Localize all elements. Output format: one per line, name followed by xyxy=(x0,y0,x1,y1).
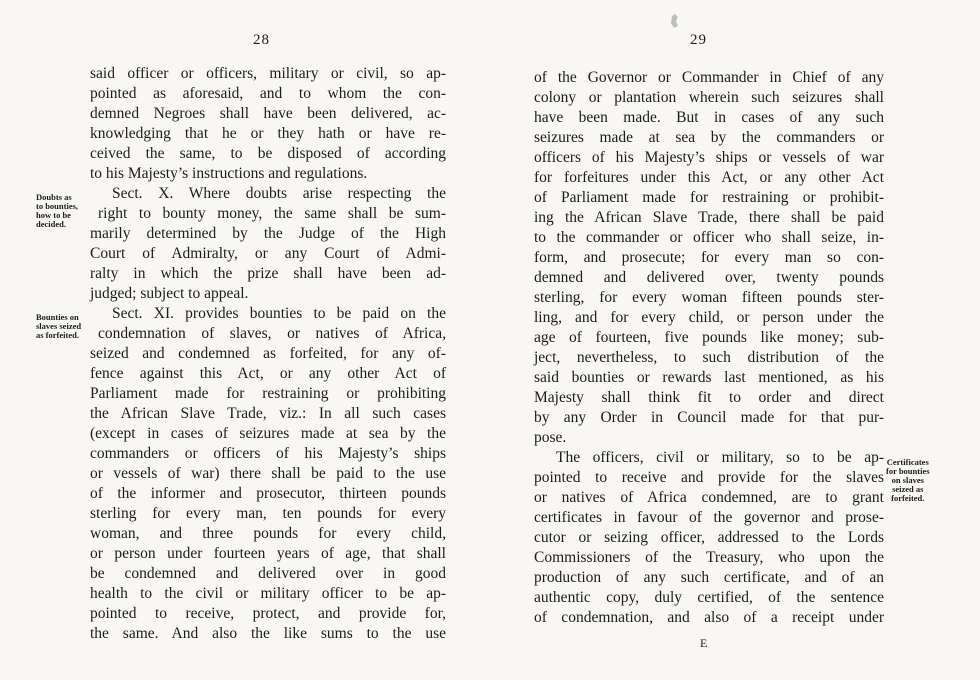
left-page-text xyxy=(90,64,446,644)
margin-note-line: forfeited. xyxy=(891,493,925,503)
text-line: Parliament made for restraining or prohibiting xyxy=(90,385,446,402)
text-line: pointed as aforesaid, and to whom the con- xyxy=(90,85,446,102)
text-line: colony or plantation wherein such seizures shall xyxy=(534,89,884,106)
margin-note-line: as forfeited. xyxy=(36,330,79,340)
margin-note-line: Certificates xyxy=(886,457,929,467)
text-line: authentic copy, duly certified, of the sentence xyxy=(534,589,884,606)
margin-note-line: how to be xyxy=(36,210,71,220)
text-line: cutor or seizing officer, addressed to the Lords xyxy=(534,529,884,546)
text-line: of the informer and prosecutor, thirteen pounds xyxy=(90,485,446,502)
margin-note-line: on slaves xyxy=(891,475,924,485)
text-line: ceived the same, to be disposed of according xyxy=(90,145,446,162)
ink-smudge-icon xyxy=(670,14,680,28)
text-line: for forfeitures under this Act, or any other Act xyxy=(534,169,884,186)
margin-note-line: Bounties on xyxy=(36,312,79,322)
text-line: knowledging that he or they hath or have re- xyxy=(90,125,446,142)
text-line: of the Governor or Commander in Chief of any xyxy=(534,69,884,86)
margin-note-doubts xyxy=(36,193,78,229)
text-line: fence against this Act, or any other Act of xyxy=(90,365,446,382)
text-line: ing the African Slave Trade, there shall be paid xyxy=(534,209,884,226)
text-line: of condemnation, and also of a receipt under xyxy=(534,609,884,626)
text-line: demned Negroes shall have been delivered, ac- xyxy=(90,105,446,122)
text-line: pointed to receive, protect, and provide for, xyxy=(90,605,446,622)
text-line: seizures made at sea by the commanders or xyxy=(534,129,884,146)
text-line: Court of Admiralty, or any Court of Admi- xyxy=(90,245,446,262)
text-line: judged; subject to appeal. xyxy=(90,285,249,302)
text-line: ject, nevertheless, to such distribution of the xyxy=(534,349,884,366)
margin-note-bounties xyxy=(36,313,81,340)
margin-note-certificates xyxy=(886,458,930,503)
text-line: officers of his Majesty’s ships or vessels of war xyxy=(534,149,884,166)
text-line: the African Slave Trade, viz.: In all such cases xyxy=(90,405,446,422)
text-line: right to bounty money, the same shall be sum- xyxy=(98,205,446,222)
text-line: pose. xyxy=(534,429,567,446)
text-line: Sect. X. Where doubts arise respecting the xyxy=(112,185,446,202)
signature-mark: E xyxy=(700,636,708,650)
text-line: sterling for every man, ten pounds for every xyxy=(90,505,446,522)
text-line: demned and delivered over, twenty pounds xyxy=(534,269,884,286)
page-number-right: 29 xyxy=(690,32,707,48)
text-line: Majesty shall think fit to order and direct xyxy=(534,389,884,406)
text-line: the same. And also the like sums to the use xyxy=(90,625,446,642)
margin-note-line: for bounties xyxy=(886,466,930,476)
margin-note-line: seized as xyxy=(892,484,924,494)
text-line: commanders or officers of his Majesty’s ships xyxy=(90,445,446,462)
text-line: Commissioners of the Treasury, who upon the xyxy=(534,549,884,566)
text-line: to the commander or officer who shall seize, in- xyxy=(534,229,884,246)
text-line: or person under fourteen years of age, that shall xyxy=(90,545,446,562)
margin-note-line: Doubts as xyxy=(36,192,72,202)
text-line: marily determined by the Judge of the High xyxy=(90,225,446,242)
text-line: pointed to receive and provide for the slaves xyxy=(534,469,884,486)
text-line: have been made. But in cases of any such xyxy=(534,109,884,126)
text-line: seized and condemned as forfeited, for any of- xyxy=(90,345,446,362)
text-line: be condemned and delivered over in good xyxy=(90,565,446,582)
text-line: condemnation of slaves, or natives of Africa, xyxy=(98,325,446,342)
text-line: Sect. XI. provides bounties to be paid on the xyxy=(112,305,446,322)
text-line: sterling, for every woman fifteen pounds ster- xyxy=(534,289,884,306)
text-line: form, and prosecute; for every man so con- xyxy=(534,249,884,266)
text-line: or vessels of war) there shall be paid to the use xyxy=(90,465,446,482)
text-line: of Parliament made for restraining or prohibit- xyxy=(534,189,884,206)
text-line: said officer or officers, military or civil, so ap- xyxy=(90,65,446,82)
text-line: ling, and for every child, or person under the xyxy=(534,309,884,326)
margin-note-line: to bounties, xyxy=(36,201,79,211)
text-line: ralty in which the prize shall have been ad- xyxy=(90,265,446,282)
text-line: (except in cases of seizures made at sea by the xyxy=(90,425,446,442)
text-line: woman, and three pounds for every child, xyxy=(90,525,446,542)
text-line: age of fourteen, five pounds like money; sub- xyxy=(534,329,884,346)
text-line: to his Majesty’s instructions and regulations. xyxy=(90,165,368,182)
margin-note-line: decided. xyxy=(36,219,66,229)
text-line: The officers, civil or military, so to be ap- xyxy=(556,449,884,466)
text-line: production of any such certificate, and of an xyxy=(534,569,884,586)
text-line: certificates in favour of the governor and prose- xyxy=(534,509,884,526)
right-page xyxy=(490,0,980,680)
text-line: by any Order in Council made for that pur- xyxy=(534,409,884,426)
page-number-left: 28 xyxy=(253,32,270,48)
text-line: health to the civil or military officer to be ap- xyxy=(90,585,446,602)
text-line: or natives of Africa condemned, are to grant xyxy=(534,489,884,506)
text-line: said bounties or rewards last mentioned, as his xyxy=(534,369,884,386)
right-page-text xyxy=(534,68,884,628)
margin-note-line: slaves seized xyxy=(36,321,82,331)
